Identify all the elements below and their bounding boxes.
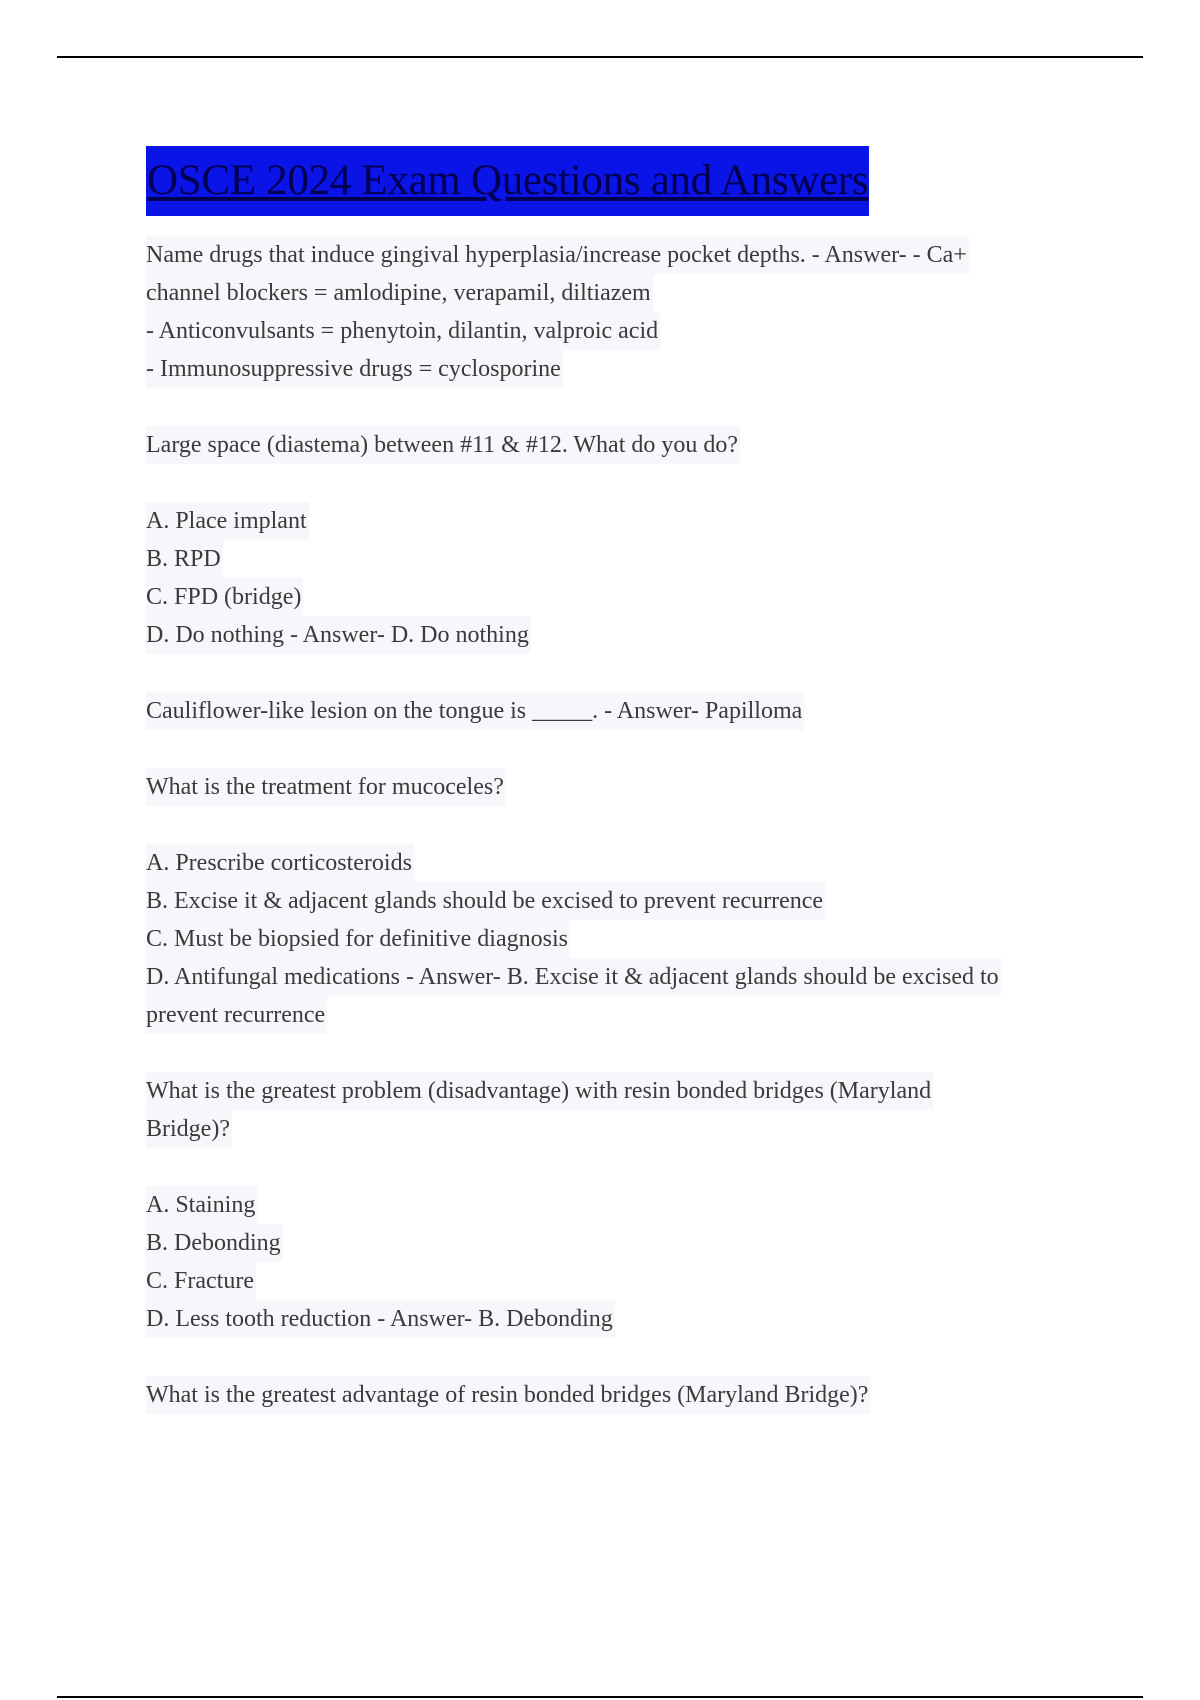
text-line: Bridge)? <box>146 1110 232 1148</box>
text-row <box>146 350 1076 388</box>
text-row <box>146 1300 1076 1338</box>
text-line: Large space (diastema) between #11 & #12. What do you do? <box>146 426 740 464</box>
text-line: A. Prescribe corticosteroids <box>146 844 414 882</box>
text-line: Name drugs that induce gingival hyperplasia/increase pocket depths. - Answer- - Ca+ <box>146 236 969 274</box>
text-row <box>146 958 1076 996</box>
text-row <box>146 1224 1076 1262</box>
text-line: Cauliflower-like lesion on the tongue is _____. - Answer- Papilloma <box>146 692 804 730</box>
text-row <box>146 1186 1076 1224</box>
text-line: C. Must be biopsied for definitive diagnosis <box>146 920 570 958</box>
text-line: What is the greatest problem (disadvantage) with resin bonded bridges (Maryland <box>146 1072 933 1110</box>
text-row <box>146 312 1076 350</box>
text-row <box>146 540 1076 578</box>
qa-block <box>146 1186 1076 1338</box>
text-line: B. RPD <box>146 540 223 578</box>
text-line: C. Fracture <box>146 1262 256 1300</box>
text-line: A. Place implant <box>146 502 309 540</box>
document-body <box>146 146 1076 1452</box>
qa-block <box>146 692 1076 730</box>
text-row <box>146 274 1076 312</box>
text-row <box>146 996 1076 1034</box>
qa-block <box>146 1072 1076 1148</box>
text-line: What is the treatment for mucoceles? <box>146 768 506 806</box>
text-line: D. Antifungal medications - Answer- B. Excise it & adjacent glands should be excised to <box>146 958 1001 996</box>
text-line: B. Debonding <box>146 1224 283 1262</box>
text-row <box>146 578 1076 616</box>
text-line: prevent recurrence <box>146 996 327 1034</box>
qa-block <box>146 768 1076 806</box>
qa-block <box>146 426 1076 464</box>
qa-list <box>146 236 1076 1414</box>
text-row <box>146 692 1076 730</box>
document-title: OSCE 2024 Exam Questions and Answers <box>146 146 869 216</box>
qa-block <box>146 844 1076 1034</box>
text-line: B. Excise it & adjacent glands should be excised to prevent recurrence <box>146 882 825 920</box>
text-line: What is the greatest advantage of resin bonded bridges (Maryland Bridge)? <box>146 1376 870 1414</box>
text-line: channel blockers = amlodipine, verapamil, diltiazem <box>146 274 653 312</box>
text-row <box>146 1110 1076 1148</box>
top-rule <box>57 56 1143 58</box>
text-row <box>146 502 1076 540</box>
text-row <box>146 882 1076 920</box>
text-row <box>146 1376 1076 1414</box>
bottom-rule <box>57 1696 1143 1698</box>
text-row <box>146 920 1076 958</box>
text-line: D. Do nothing - Answer- D. Do nothing <box>146 616 531 654</box>
qa-block <box>146 502 1076 654</box>
qa-block <box>146 1376 1076 1414</box>
text-row <box>146 616 1076 654</box>
text-row <box>146 1262 1076 1300</box>
text-row <box>146 844 1076 882</box>
text-line: A. Staining <box>146 1186 257 1224</box>
text-row <box>146 236 1076 274</box>
text-line: D. Less tooth reduction - Answer- B. Debonding <box>146 1300 615 1338</box>
text-line: C. FPD (bridge) <box>146 578 303 616</box>
text-row <box>146 1072 1076 1110</box>
text-line: - Anticonvulsants = phenytoin, dilantin, valproic acid <box>146 312 660 350</box>
text-line: - Immunosuppressive drugs = cyclosporine <box>146 350 563 388</box>
text-row <box>146 426 1076 464</box>
qa-block <box>146 236 1076 388</box>
text-row <box>146 768 1076 806</box>
